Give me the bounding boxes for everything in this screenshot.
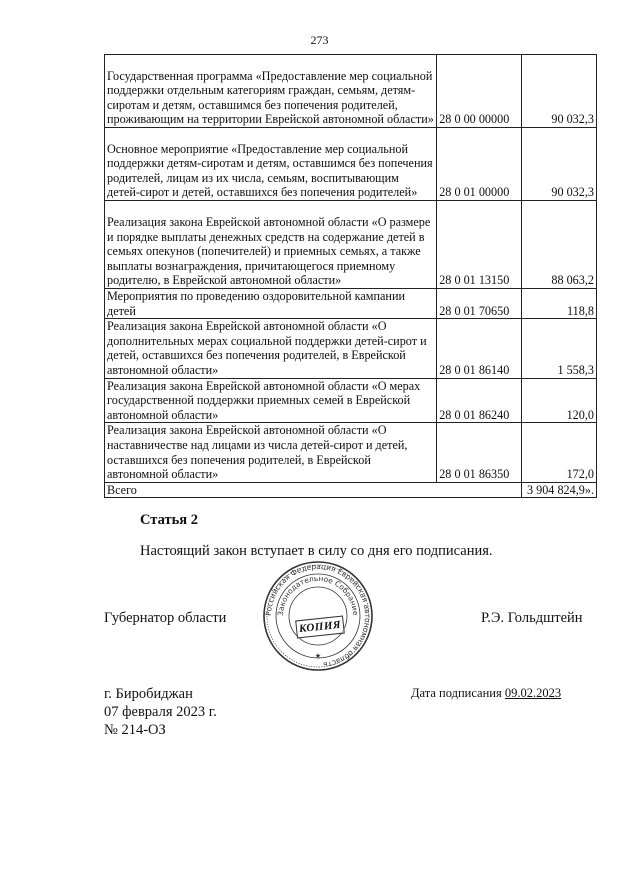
row-amount: 172,0 [522, 423, 597, 482]
row-code: 28 0 01 86140 [437, 319, 522, 378]
total-row [105, 482, 597, 498]
article-title: Статья 2 [140, 512, 198, 528]
seal-star-icon: ★ [314, 652, 322, 660]
seal-inner-text: Законодательное Собрание [275, 573, 361, 617]
row-description: Основное мероприятие «Предоставление мер социальной поддержки детям-сиротам и детям, оставшимся без попечения родителей, лицам из их числа, семьям, воспитывающим детей-сирот и детей, оставшихся без попечения родителей» [105, 128, 437, 201]
page-number: 273 [310, 33, 329, 47]
row-description: Мероприятия по проведению оздоровительной кампании детей [105, 289, 437, 319]
row-code: 28 0 01 00000 [437, 128, 522, 201]
article-text: Настоящий закон вступает в силу со дня его подписания. [140, 543, 493, 559]
row-code: 28 0 01 86350 [437, 423, 522, 482]
table-row [105, 201, 597, 289]
row-code: 28 0 00 00000 [437, 55, 522, 128]
table-row [105, 55, 597, 128]
signing-date-label: Дата подписания [411, 686, 502, 700]
seal-outer-text: Российская Федерация Еврейская автономная область [263, 561, 373, 670]
row-description: Реализация закона Еврейской автономной области «О размере и порядке выплаты денежных средств на содержание детей в семьях опекунов (попечителей) и приемных семьях, а также выплаты вознаграждения, причитающегося приемному родителю, в Еврейской автономной области» [105, 201, 437, 289]
table-row [105, 319, 597, 378]
signing-date: 09.02.2023 [504, 686, 562, 700]
row-description: Реализация закона Еврейской автономной области «О наставничестве над лицами из числа детей-сирот и детей, оставшихся без попечения родителей, в Еврейской автономной области» [105, 423, 437, 482]
signing-date-line [411, 686, 561, 701]
law-number: № 214-ОЗ [104, 722, 166, 738]
row-amount: 90 032,3 [522, 55, 597, 128]
table-row [105, 128, 597, 201]
row-amount: 88 063,2 [522, 201, 597, 289]
row-amount: 120,0 [522, 378, 597, 423]
table-row [105, 378, 597, 423]
city: г. Биробиджан [104, 686, 193, 702]
table-row [105, 423, 597, 482]
governor-title: Губернатор области [104, 610, 227, 626]
copy-stamp: КОПИЯ [295, 616, 345, 639]
budget-table [104, 54, 597, 498]
row-amount: 90 032,3 [522, 128, 597, 201]
law-date: 07 февраля 2023 г. [104, 704, 217, 720]
row-code: 28 0 01 13150 [437, 201, 522, 289]
table-row [105, 289, 597, 319]
row-code: 28 0 01 70650 [437, 289, 522, 319]
row-description: Реализация закона Еврейской автономной области «О дополнительных мерах социальной поддержки детей-сирот и детей, оставшихся без попечения родителей, в Еврейской автономной области» [105, 319, 437, 378]
row-code: 28 0 01 86240 [437, 378, 522, 423]
official-seal [262, 560, 374, 672]
governor-name: Р.Э. Гольдштейн [481, 610, 583, 626]
total-label: Всего [105, 482, 522, 498]
row-amount: 1 558,3 [522, 319, 597, 378]
row-description: Государственная программа «Предоставление мер социальной поддержки отдельным категориям граждан, семьям, детям-сиротам и детям, оставшимся без попечения родителей, проживающим на территории Еврейской автономной области» [105, 55, 437, 128]
row-description: Реализация закона Еврейской автономной области «О мерах государственной поддержки приемных семей в Еврейской автономной области» [105, 378, 437, 423]
total-amount: 3 904 824,9». [522, 482, 597, 498]
row-amount: 118,8 [522, 289, 597, 319]
